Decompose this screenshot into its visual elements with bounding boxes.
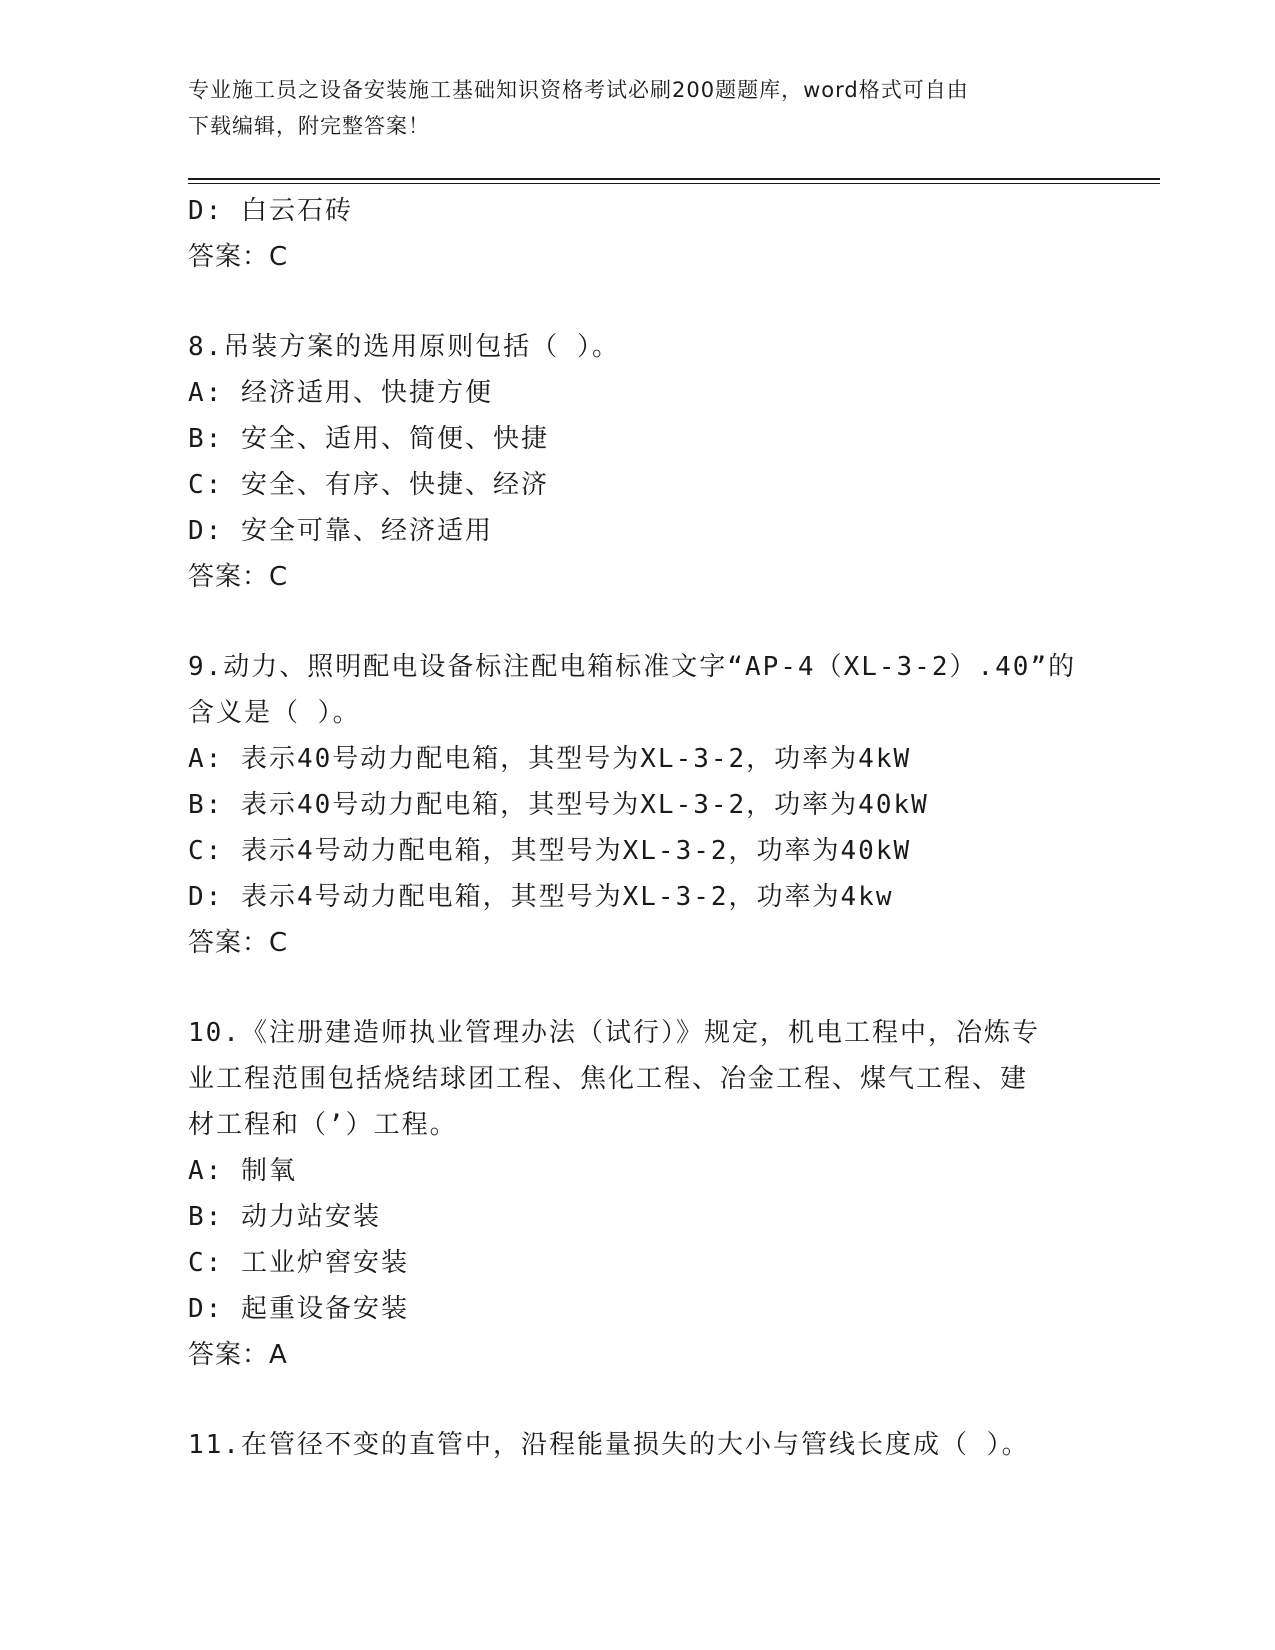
question-9-option-c: C: 表示4号动力配电箱，其型号为XL-3-2，功率为40kW (188, 836, 912, 866)
prev-answer: 答案：C (188, 242, 289, 272)
question-list (188, 188, 1088, 1468)
question-9-text-line-2: 含义是（ ）。 (188, 698, 361, 728)
question-9-option-d: D: 表示4号动力配电箱，其型号为XL-3-2，功率为4kw (188, 882, 894, 912)
header-divider-thin (188, 183, 1160, 184)
question-11-text: 11.在管径不变的直管中，沿程能量损失的大小与管线长度成（ ）。 (188, 1430, 1030, 1460)
spacer (188, 966, 1088, 1010)
question-10-text-line-3: 材工程和（’）工程。 (188, 1110, 458, 1140)
header-divider-thick (188, 178, 1160, 180)
prev-option-d: D: 白云石砖 (188, 196, 353, 226)
spacer (188, 280, 1088, 324)
question-9-option-b: B: 表示40号动力配电箱，其型号为XL-3-2，功率为40kW (188, 790, 929, 820)
question-8-option-c: C: 安全、有序、快捷、经济 (188, 470, 549, 500)
question-10-answer: 答案：A (188, 1340, 288, 1370)
question-8-option-d: D: 安全可靠、经济适用 (188, 516, 493, 546)
question-9-text-line-1: 9.动力、照明配电设备标注配电箱标准文字“AP-4（XL-3-2）.40”的 (188, 652, 1077, 682)
header-title-line-2: 下载编辑，附完整答案！ (188, 114, 430, 138)
question-10-option-a: A: 制氧 (188, 1156, 297, 1186)
question-8-text: 8.吊装方案的选用原则包括（ ）。 (188, 332, 620, 362)
question-8-option-b: B: 安全、适用、简便、快捷 (188, 424, 549, 454)
question-10-option-b: B: 动力站安装 (188, 1202, 381, 1232)
spacer (188, 600, 1088, 644)
spacer (188, 1378, 1088, 1422)
question-9 (188, 644, 1088, 966)
question-10-option-d: D: 起重设备安装 (188, 1294, 409, 1324)
question-8 (188, 324, 1088, 600)
question-10 (188, 1010, 1088, 1378)
question-9-option-a: A: 表示40号动力配电箱，其型号为XL-3-2，功率为4kW (188, 744, 912, 774)
question-10-option-c: C: 工业炉窖安装 (188, 1248, 409, 1278)
question-8-option-a: A: 经济适用、快捷方便 (188, 378, 493, 408)
question-10-text-line-2: 业工程范围包括烧结球团工程、焦化工程、冶金工程、煤气工程、建 (188, 1064, 1029, 1094)
question-11 (188, 1422, 1088, 1468)
question-10-text-line-1: 10.《注册建造师执业管理办法（试行）》规定，机电工程中，冶炼专 (188, 1018, 1040, 1048)
document-header (188, 72, 1088, 144)
question-9-answer: 答案：C (188, 928, 289, 958)
header-title-line-1: 专业施工员之设备安装施工基础知识资格考试必刷200题题库，word格式可自由 (188, 78, 969, 102)
question-8-answer: 答案：C (188, 562, 289, 592)
